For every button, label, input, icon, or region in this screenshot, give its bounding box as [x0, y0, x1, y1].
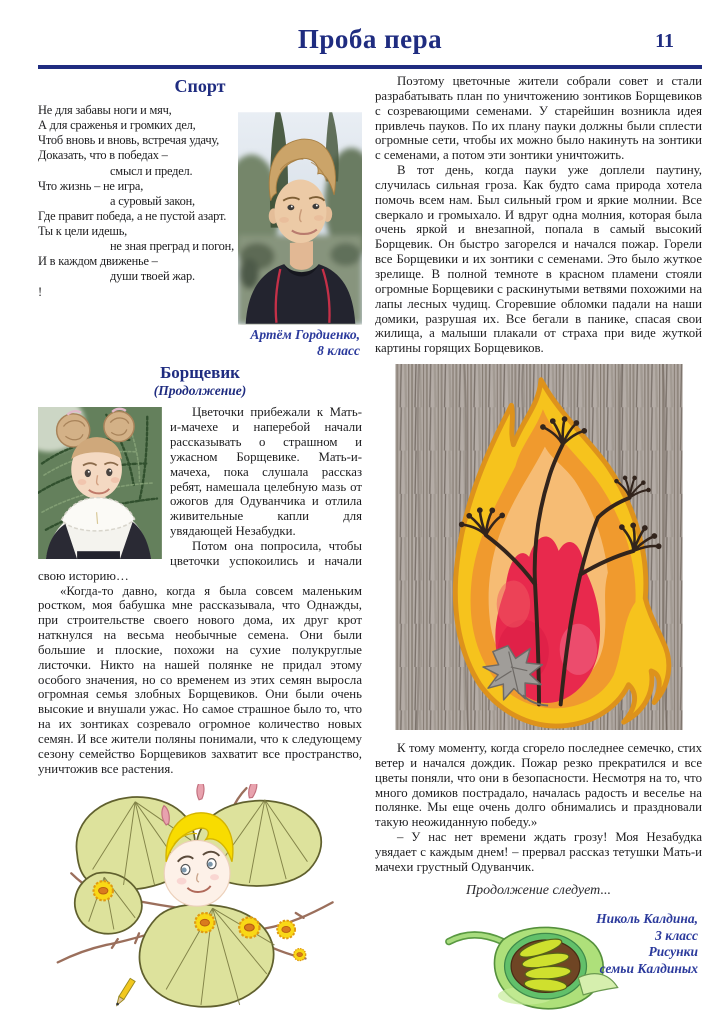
girl-photo [38, 407, 162, 559]
story-heading: Борщевик [160, 363, 240, 383]
poem-line: А для сраженья и громких дел, [38, 118, 196, 133]
credit-grade: 3 класс [655, 927, 698, 943]
poem-line: Где правит победа, а не пустой азарт. [38, 208, 227, 223]
author-credit [596, 911, 698, 979]
right-paragraphs-bottom [375, 741, 702, 875]
poem-line: ! [38, 284, 42, 299]
poem-line: смысл и предел. [110, 163, 193, 178]
story-section [38, 405, 362, 776]
poem-line: Что жизнь – не игра, [38, 178, 144, 193]
credit-author: Николь Калдина, [596, 910, 698, 926]
caption-name: Артём Гордиенко, [250, 327, 360, 342]
story-paragraph: К тому моменту, когда сгорело последнее семечко, стих ветер и начался дождик. Пожар резко прекратился и все цветы поняли, что они в безопасности. Несмотря на то, что много домиков пострадало, началась радость и веселье на полянке. Мы еще очень долго обнимались и праздновали такую неожиданную победу.» [375, 741, 702, 830]
right-column [375, 74, 702, 1017]
right-paragraphs-top [375, 74, 702, 356]
story-paragraph: Поэтому цветочные жители собрали совет и стали разрабатывать план по уничтожению зонтиков Борщевиков с созревающими семенами. У старейшин возникла идея привлечь пауков. По их плану пауки должны были сплести огромные сети, чтобы их можно было накинуть на зонтики с семенами, а потом эти зонтики уничтожить. [375, 74, 702, 163]
sport-section [38, 101, 362, 300]
coltsfoot-drawing [50, 784, 362, 1017]
to-be-continued: Продолжение следует... [466, 882, 611, 898]
content-columns [38, 74, 702, 1017]
story-paragraph: «Когда-то давно, когда я была совсем маленьким ростком, моя бабушка мне рассказывала, что Однажды, при строительстве своего нового дома, их друг крот наткнулся на весьма необычные семена. Они были большие и плоские, похожи на сухие полукруглые листочки. Никто на нашей полянке не придал этому особого значения, но со временем из этих семян выросла огромная семья злобных Борщевиков. Они были очень высокие и внушали ужас. Но самое страшное было то, что на их зонтиках созревало огромное количество новых семян. И все жители поляны понимали, что к следующему сезону семейство Борщевиков захватит все пространство, уничтожив все растения. [38, 583, 362, 776]
story-paragraph: Цветочки прибежали к Мать-и-мачехе и наперебой начали рассказывать о страшном и ужасном Борщевике. Мать-и-мачеха, пока слушала рассказ ребят, намешала целебную мазь от ожогов для Одуванчика и отлила живительные капли для увядающей Незабудки. [170, 405, 362, 539]
poem-line: Чтоб вновь и вновь, встречая удачу, [38, 133, 220, 148]
story-paragraph: В тот день, когда пауки уже доплели паутину, случилась сильная гроза. Как будто сама природа хотела помочь всем нам. Был сильный гром и яркие молнии. Все сверкало и громыхало. И вдруг одна молния, которая была очень яркой и внезапной, попала в самый высокий Борщевик. Он быстро загорелся и начался пожар. Горели все Борщевики и их зонтики с семенами. Это было жуткое зрелище. В полной темноте в красном пламени стояли огромные Борщевики с раскинутыми ветвями похожими на лапы лесных чудищ. Сгоревшие обломки падали на наши домики, разрушая их. Все бегали в панике, спасая свои жилища, а малыши плакали от страха при виде жуткой картины горящих Борщевиков. [375, 163, 702, 356]
poem-line: Ты к цели идешь, [38, 224, 128, 238]
fire-drawing [395, 364, 702, 735]
poem-line: И в каждом движенье – [38, 254, 158, 269]
story-paragraph: Потом она попросила, чтобы цветочки успокоились и начали свою историю… [38, 538, 362, 583]
page-number: 11 [655, 30, 674, 52]
boy-photo-caption [38, 327, 360, 359]
masthead [38, 0, 702, 62]
poem-line: не зная преград и погон, [110, 239, 235, 254]
poem-line: души твоей жар. [110, 269, 195, 284]
left-column [38, 74, 362, 1017]
poem-line: а суровый закон, [110, 193, 195, 208]
page-title: Проба пера [297, 24, 443, 54]
credits-block [375, 901, 702, 1017]
boy-photo [238, 111, 362, 325]
sport-heading: Спорт [174, 76, 226, 96]
poem-line: Доказать, что в победах – [38, 148, 168, 163]
caption-grade: 8 класс [317, 343, 360, 359]
credit-family: семьи Калдиных [599, 961, 698, 977]
story-paragraph: – У нас нет времени ждать грозу! Моя Незабудка увядает с каждым днем! – прервал рассказ тетушки Мать-и мачехи грустный Одуванчик. [375, 830, 702, 874]
credit-drawings: Рисунки [648, 944, 698, 960]
header-rule [38, 65, 702, 69]
story-subheading: (Продолжение) [153, 383, 247, 399]
poem-line: Не для забавы ноги и мяч, [38, 103, 172, 117]
